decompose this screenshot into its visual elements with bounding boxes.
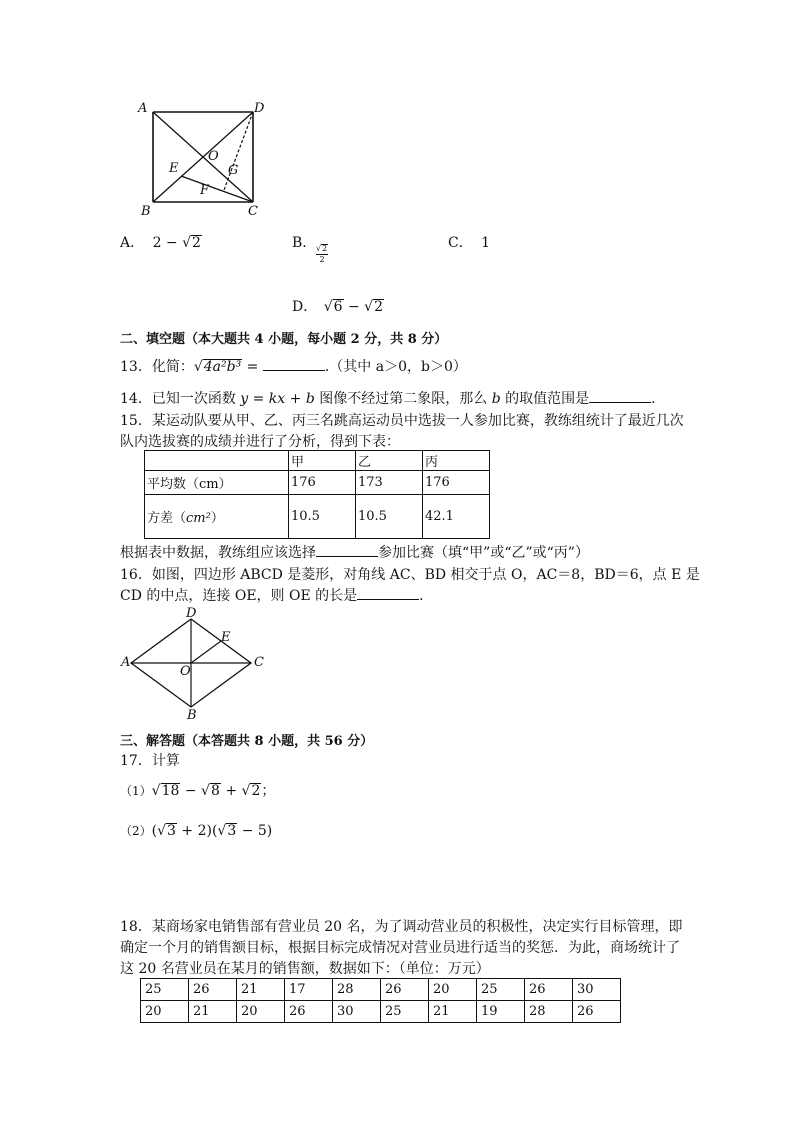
q18-cell: 20 xyxy=(429,979,477,1001)
label-d: D xyxy=(254,101,265,116)
q15-row2-close: ） xyxy=(210,511,224,526)
rhombus-label-b: B xyxy=(187,708,197,723)
option-a-label: A． xyxy=(120,235,145,251)
q15-row1-label: 平均数（cm） xyxy=(145,471,289,495)
q17-p2-label: （2） xyxy=(120,824,152,838)
q17-p1-label: （1） xyxy=(120,784,152,798)
q15-after-post: 参加比赛（填“甲”或“乙”或“丙”） xyxy=(378,545,589,561)
rhombus-label-o: O xyxy=(180,664,191,679)
q18-cell: 30 xyxy=(333,1001,381,1023)
q17-part1: （1）√18 − √8 + √2； xyxy=(120,783,276,799)
q17-p1-end: ； xyxy=(261,783,276,799)
q17-p1-op1: − xyxy=(180,783,202,799)
q18-line2: 确定一个月的销售额目标，根据目标完成情况对营业员进行适当的奖惩．为此，商场统计了 xyxy=(120,940,680,956)
label-a: A xyxy=(138,101,148,116)
rhombus-label-d: D xyxy=(186,606,197,621)
q18-cell: 26 xyxy=(573,1001,621,1023)
q18-cell: 26 xyxy=(285,1001,333,1023)
q17-p1-r3: 2 xyxy=(251,783,261,799)
q15-after xyxy=(120,542,589,562)
q15-table xyxy=(144,450,490,539)
label-g: G xyxy=(228,163,239,178)
label-e: E xyxy=(169,161,179,176)
q16-line1: 16．如图，四边形 ABCD 是菱形，对角线 AC、BD 相交于点 O，AC＝8，BD＝6，点 E 是 xyxy=(120,567,700,583)
option-a-radicand: 2 xyxy=(192,235,201,251)
q15-row1-yi: 173 xyxy=(356,471,423,495)
q17-p1-r1: 18 xyxy=(161,783,180,799)
q18-line3: 这 20 名营业员在某月的销售额，数据如下：（单位：万元） xyxy=(120,961,490,977)
q18-cell: 25 xyxy=(141,979,189,1001)
label-o: O xyxy=(208,149,219,164)
option-d-rad1: 6 xyxy=(333,299,343,315)
q17-title: 17．计算 xyxy=(120,753,180,769)
q15-header-bing: 丙 xyxy=(423,451,490,471)
q18-line1: 18．某商场家电销售部有营业员 20 名，为了调动营业员的积极性，决定实行目标管理，即 xyxy=(120,919,683,935)
q15-row2-unit: cm² xyxy=(186,511,211,526)
q18-cell: 28 xyxy=(525,1001,573,1023)
q18-cell: 21 xyxy=(429,1001,477,1023)
q17-p2-rest1: + 2)( xyxy=(176,823,218,839)
q13-suffix: .（其中 a＞0，b＞0） xyxy=(324,359,467,375)
q15-answer-blank[interactable] xyxy=(316,544,378,557)
q17-p2-rest2: − 5) xyxy=(237,823,273,839)
option-d-rad2: 2 xyxy=(374,299,384,315)
question-13: 13．化简：√4a²b³ = .（其中 a＞0，b＞0） xyxy=(120,359,467,375)
q15-line2: 队内选拔赛的成绩并进行了分析，得到下表： xyxy=(120,434,400,450)
q18-cell: 20 xyxy=(141,1001,189,1023)
q17-p2-r1: 3 xyxy=(167,823,176,839)
q14-suffix: 的取值范围是 xyxy=(500,391,590,407)
q14-end: . xyxy=(651,391,656,407)
option-c-label: C． xyxy=(448,235,473,251)
q15-header-jia: 甲 xyxy=(289,451,356,471)
label-c: C xyxy=(248,204,258,219)
q15-row2-yi: 10.5 xyxy=(356,495,423,539)
q15-row1-jia: 176 xyxy=(289,471,356,495)
q15-header-yi: 乙 xyxy=(356,451,423,471)
q13-prefix: 13．化简： xyxy=(120,359,194,375)
q18-row-2 xyxy=(141,1001,621,1023)
option-c[interactable] xyxy=(448,232,490,252)
option-d-label: D． xyxy=(292,299,318,315)
option-b-label: B． xyxy=(292,235,317,251)
q13-radicand: 4a²b³ xyxy=(203,359,242,375)
q18-cell: 25 xyxy=(381,1001,429,1023)
q14-mid: 图像不经过第二象限，那么 xyxy=(314,391,492,407)
q14-prefix: 14．已知一次函数 xyxy=(120,391,241,407)
section-3-title: 三、解答题（本答题共 8 小题，共 56 分） xyxy=(120,734,374,749)
q14-var: b xyxy=(491,391,501,407)
q18-cell: 19 xyxy=(477,1001,525,1023)
q16-answer-blank[interactable] xyxy=(357,587,419,600)
option-b-numer: 2 xyxy=(322,244,328,253)
q17-p2-open: ( xyxy=(151,823,158,839)
option-b[interactable]: B． √2 2 xyxy=(292,235,328,265)
q18-row-1 xyxy=(141,979,621,1001)
q15-row1-bing: 176 xyxy=(423,471,490,495)
q18-cell: 30 xyxy=(573,979,621,1001)
q14-func: y = kx + b xyxy=(240,391,315,407)
q18-cell: 26 xyxy=(189,979,237,1001)
q14-answer-blank[interactable] xyxy=(589,390,651,403)
option-a-pre: 2 − xyxy=(152,235,183,251)
q17-p1-r2: 8 xyxy=(210,783,220,799)
option-c-value: 1 xyxy=(481,235,491,251)
q15-row2-label xyxy=(145,495,289,539)
rhombus-label-c: C xyxy=(254,655,264,670)
q18-cell: 21 xyxy=(189,1001,237,1023)
q15-row2-jia: 10.5 xyxy=(289,495,356,539)
option-d[interactable]: D． √6 − √2 xyxy=(292,299,384,315)
q17-part2: （2）(√3 + 2)(√3 − 5) xyxy=(120,823,273,839)
option-a[interactable]: A． 2 − √2 xyxy=(120,235,201,251)
q18-cell: 21 xyxy=(237,979,285,1001)
q15-line1: 15．某运动队要从甲、乙、丙三名跳高运动员中选拔一人参加比赛，教练组统计了最近几次 xyxy=(120,413,684,429)
section-2-title: 二、填空题（本大题共 4 小题，每小题 2 分，共 8 分） xyxy=(120,332,448,347)
q18-cell: 26 xyxy=(381,979,429,1001)
question-14 xyxy=(120,388,656,408)
square-figure xyxy=(132,96,272,220)
label-f: F xyxy=(200,183,210,198)
q13-answer-blank[interactable] xyxy=(263,358,325,371)
q15-row2-bing: 42.1 xyxy=(423,495,490,539)
q18-table xyxy=(140,978,621,1023)
q13-eq: = xyxy=(242,359,263,375)
q18-cell: 20 xyxy=(237,1001,285,1023)
option-d-minus: − xyxy=(343,299,365,315)
q18-cell: 25 xyxy=(477,979,525,1001)
rhombus-figure xyxy=(120,605,270,723)
q15-row2-label-text: 方差（ xyxy=(147,511,187,526)
q18-cell: 17 xyxy=(285,979,333,1001)
q16-line2-pre: CD 的中点，连接 OE，则 OE 的长是 xyxy=(120,588,358,604)
q15-header-empty xyxy=(145,451,289,471)
rhombus-label-a: A xyxy=(121,655,131,670)
option-b-denom: 2 xyxy=(319,255,325,265)
q18-cell: 26 xyxy=(525,979,573,1001)
label-b: B xyxy=(141,204,151,219)
q16-line2-post: . xyxy=(419,588,424,604)
q17-p1-op2: + xyxy=(220,783,242,799)
q16-line2 xyxy=(120,585,424,605)
q15-after-pre: 根据表中数据，教练组应该选择 xyxy=(120,545,316,561)
q18-cell: 28 xyxy=(333,979,381,1001)
q17-p2-r2: 3 xyxy=(227,823,237,839)
rhombus-label-e: E xyxy=(221,630,231,645)
